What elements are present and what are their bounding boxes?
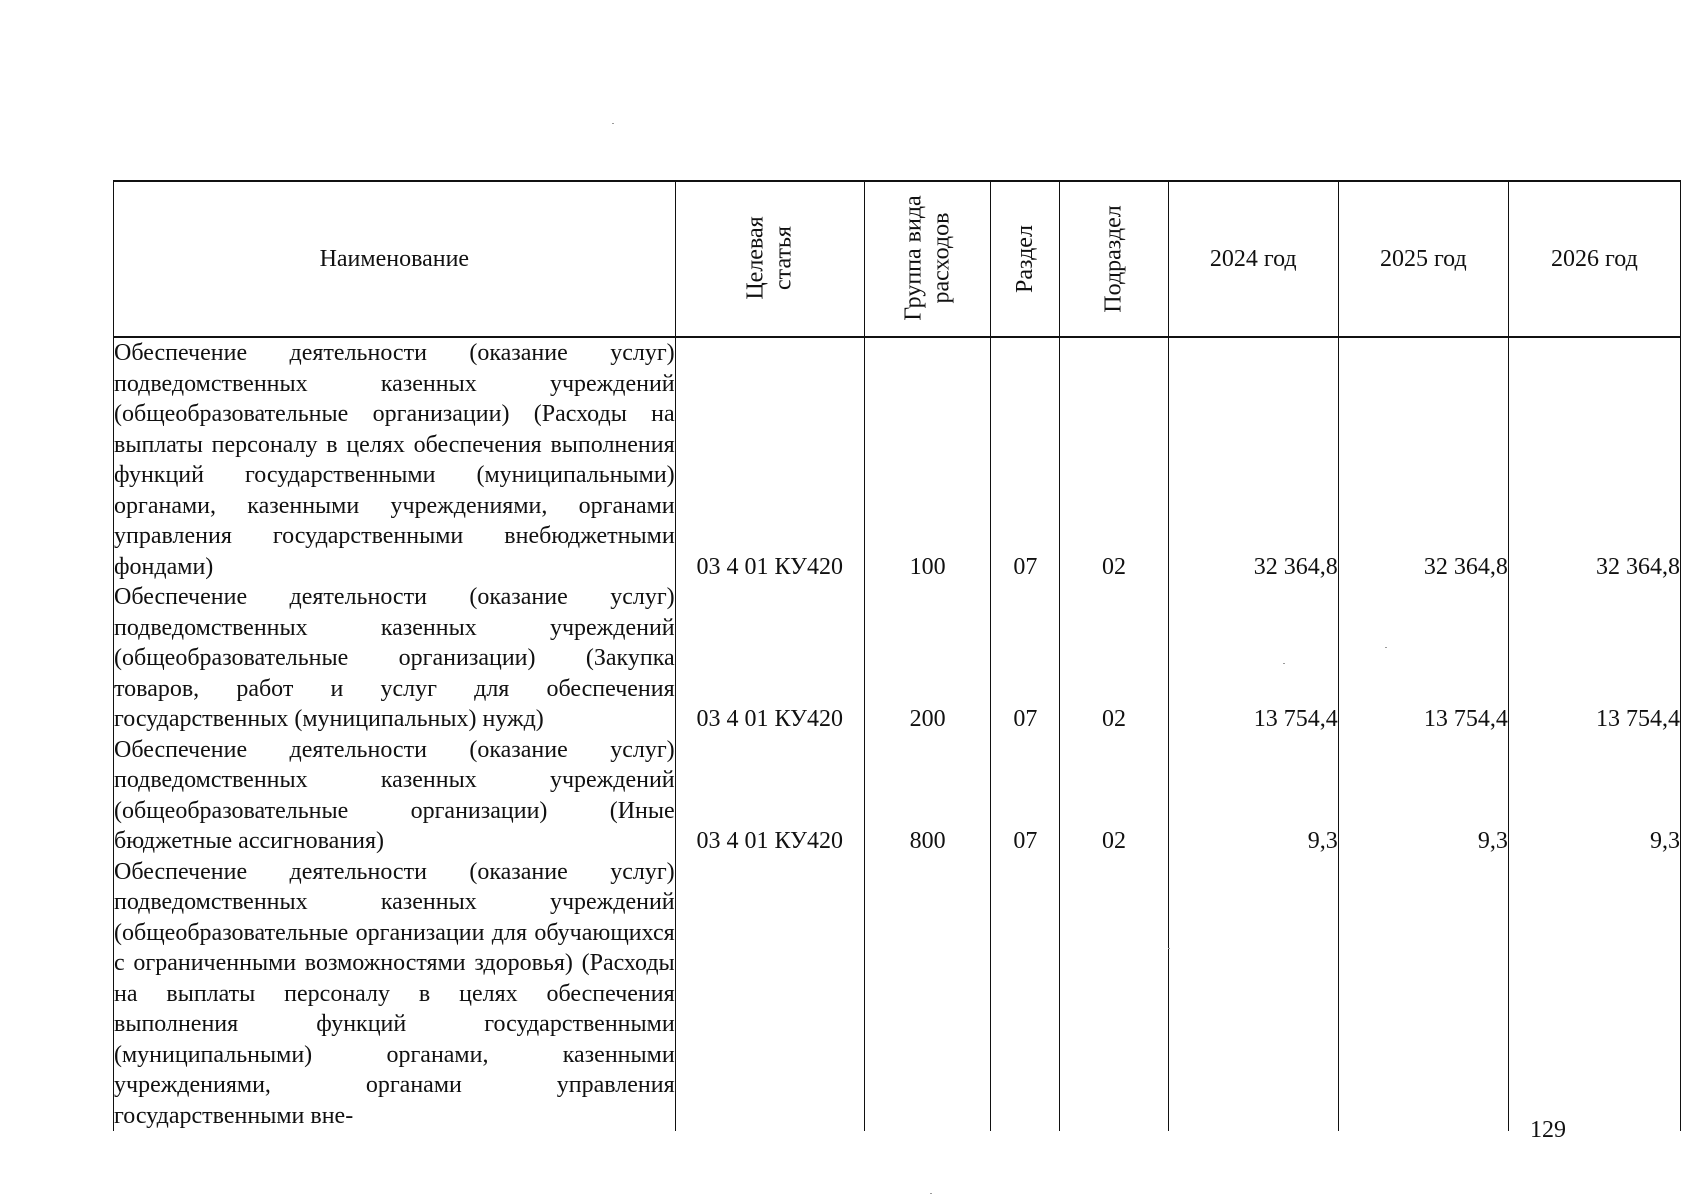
header-name: Наименование: [114, 181, 676, 337]
row-subsection: 02: [1060, 582, 1168, 735]
row-subsection: 02: [1060, 337, 1168, 582]
row-section: 07: [991, 337, 1060, 582]
header-group-line1: Группа вида: [900, 195, 927, 321]
row-name: Обеспечение деятельности (оказание услуг) подведомственных казенных учреждений (общеобразовательные организации) (Иные бюджетные ассигнования): [114, 735, 676, 857]
header-group-line2: расходов: [928, 212, 955, 304]
header-2025: 2025 год: [1338, 181, 1508, 337]
row-target-article: [675, 857, 864, 1132]
header-2026: 2026 год: [1508, 181, 1680, 337]
row-value-2024: 9,3: [1168, 735, 1338, 857]
row-section: [991, 857, 1060, 1132]
row-expense-group: 100: [864, 337, 990, 582]
scan-speck: [612, 123, 614, 124]
row-name: Обеспечение деятельности (оказание услуг) подведомственных казенных учреждений (общеобразовательные организации) (Закупка товаров, работ и услуг для обеспечения государственных (муниципальных) нужд): [114, 582, 676, 735]
budget-table: [113, 180, 1681, 1131]
scan-speck: [1385, 647, 1387, 648]
header-target-article: [675, 181, 864, 337]
header-2024: 2024 год: [1168, 181, 1338, 337]
row-subsection: [1060, 857, 1168, 1132]
table-row: [114, 735, 1681, 857]
table-row: [114, 337, 1681, 582]
header-expense-group: [864, 181, 990, 337]
row-value-2024: [1168, 857, 1338, 1132]
table-row: [114, 857, 1681, 1132]
row-name: Обеспечение деятельности (оказание услуг) подведомственных казенных учреждений (общеобразовательные организации для обучающихся с ограниченными возможностями здоровья) (Расходы на выплаты персоналу в целях обеспечения выполнения функций государственными (муниципальными) органами, казенными учреждениями, органами управления государственными вне-: [114, 857, 676, 1132]
scan-speck: [930, 1193, 932, 1194]
row-value-2026: [1508, 857, 1680, 1132]
row-target-article: 03 4 01 КУ420: [675, 582, 864, 735]
row-value-2024: 13 754,4: [1168, 582, 1338, 735]
header-section: [991, 181, 1060, 337]
row-value-2025: [1338, 857, 1508, 1132]
scan-speck: [1283, 663, 1285, 664]
header-target-line2: статья: [770, 226, 797, 291]
row-value-2025: 13 754,4: [1338, 582, 1508, 735]
table-header-row: [114, 181, 1681, 337]
header-subsection: [1060, 181, 1168, 337]
row-target-article: 03 4 01 КУ420: [675, 735, 864, 857]
row-value-2025: 32 364,8: [1338, 337, 1508, 582]
page-number: 129: [1530, 1117, 1566, 1143]
row-section: 07: [991, 735, 1060, 857]
row-expense-group: [864, 857, 990, 1132]
header-target-line1: Целевая: [742, 216, 769, 300]
table-row: [114, 582, 1681, 735]
row-value-2025: 9,3: [1338, 735, 1508, 857]
row-subsection: 02: [1060, 735, 1168, 857]
row-value-2026: 9,3: [1508, 735, 1680, 857]
header-section-label: Раздел: [1012, 224, 1039, 293]
row-value-2024: 32 364,8: [1168, 337, 1338, 582]
row-name: Обеспечение деятельности (оказание услуг) подведомственных казенных учреждений (общеобразовательные организации) (Расходы на выплаты персоналу в целях обеспечения выполнения функций государственными (муниципальными) органами, казенными учреждениями, органами управления государственными внебюджетными фондами): [114, 337, 676, 582]
row-section: 07: [991, 582, 1060, 735]
row-expense-group: 800: [864, 735, 990, 857]
row-value-2026: 32 364,8: [1508, 337, 1680, 582]
row-value-2026: 13 754,4: [1508, 582, 1680, 735]
row-target-article: 03 4 01 КУ420: [675, 337, 864, 582]
scan-speck: [1168, 948, 1170, 949]
header-subsection-label: Подраздел: [1100, 205, 1127, 313]
row-expense-group: 200: [864, 582, 990, 735]
